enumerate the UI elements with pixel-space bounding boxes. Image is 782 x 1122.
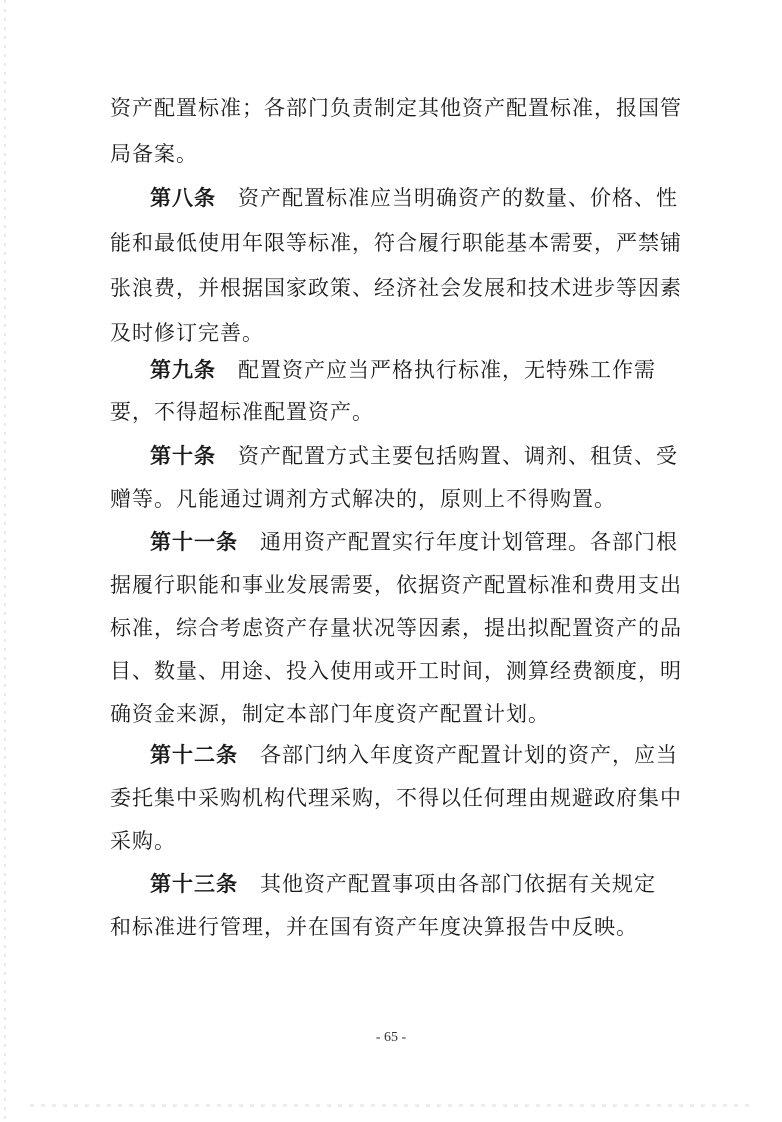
article-12-text: 各部门纳入年度资产配置计划的资产，应当 <box>260 743 678 767</box>
article-11-line <box>150 527 710 557</box>
paragraph-line: 标准，综合考虑资产存量状况等因素，提出拟配置资产的品 <box>110 616 682 640</box>
article-11-title: 第十一条 <box>150 530 238 554</box>
article-8-title: 第八条 <box>150 186 216 210</box>
article-10-line <box>150 441 710 471</box>
scan-bottom-artifact <box>30 1104 750 1107</box>
article-12-title: 第十二条 <box>150 743 238 767</box>
paragraph-line: 目、数量、用途、投入使用或开工时间，测算经费额度，明 <box>110 659 682 683</box>
paragraph-line: 能和最低使用年限等标准，符合履行职能基本需要，严禁铺 <box>110 231 682 255</box>
paragraph-line: 据履行职能和事业发展需要，依据资产配置标准和费用支出 <box>110 573 682 597</box>
article-12-line <box>150 740 710 770</box>
paragraph-line: 赠等。凡能通过调剂方式解决的，原则上不得购置。 <box>110 487 616 511</box>
paragraph-line: 要，不得超标准配置资产。 <box>110 400 374 424</box>
paragraph-line: 局备案。 <box>110 142 198 166</box>
article-10-title: 第十条 <box>150 444 216 468</box>
scan-edge-artifact <box>4 0 6 1122</box>
article-13-text: 其他资产配置事项由各部门依据有关规定 <box>260 872 656 896</box>
paragraph-line: 确资金来源，制定本部门年度资产配置计划。 <box>110 702 550 726</box>
paragraph-line: 张浪费，并根据国家政策、经济社会发展和技术进步等因素 <box>110 276 682 300</box>
article-9-line <box>150 355 710 385</box>
article-9-title: 第九条 <box>150 358 216 382</box>
article-10-text: 资产配置方式主要包括购置、调剂、租赁、受 <box>238 444 678 468</box>
page-number: - 65 - <box>375 1030 407 1045</box>
paragraph-line: 委托集中采购机构代理采购，不得以任何理由规避政府集中 <box>110 786 682 810</box>
article-13-line <box>150 869 710 899</box>
article-11-text: 通用资产配置实行年度计划管理。各部门根 <box>260 530 678 554</box>
article-13-title: 第十三条 <box>150 872 238 896</box>
paragraph-line: 和标准进行管理，并在国有资产年度决算报告中反映。 <box>110 915 638 939</box>
article-8-text: 资产配置标准应当明确资产的数量、价格、性 <box>238 186 678 210</box>
paragraph-line: 采购。 <box>110 829 176 853</box>
paragraph-line: 资产配置标准；各部门负责制定其他资产配置标准，报国管 <box>110 96 682 120</box>
article-8-line <box>150 183 710 213</box>
article-9-text: 配置资产应当严格执行标准，无特殊工作需 <box>238 358 656 382</box>
paragraph-line: 及时修订完善。 <box>110 321 264 345</box>
